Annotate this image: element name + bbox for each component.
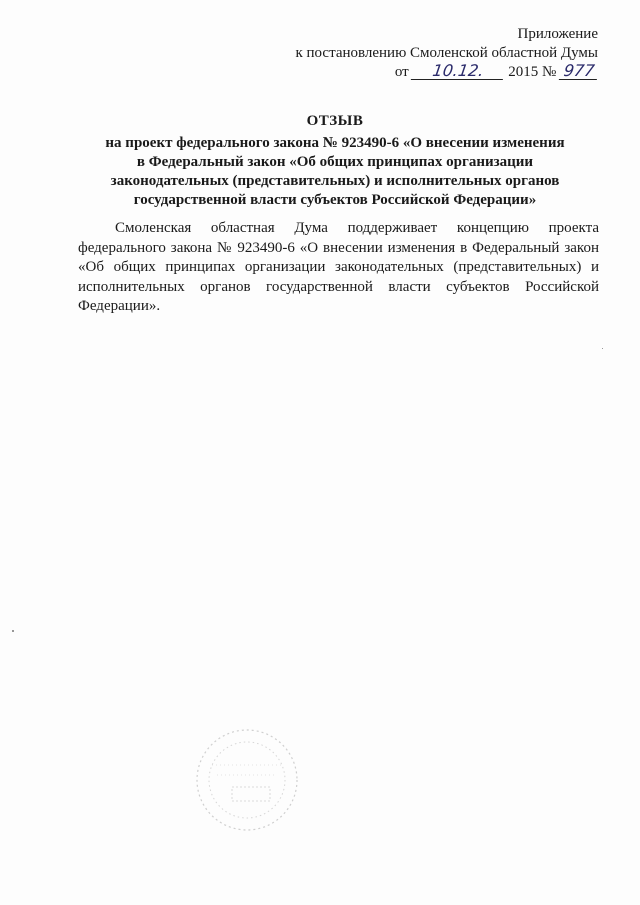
faded-stamp-seal — [192, 725, 302, 835]
body-paragraph: Смоленская областная Дума поддерживает концепцию проекта федерального закона № 923490-6 «О внесении изменения в Федеральный закон «Об общих принципах организации законодательных (представительных) и исполнительных органов государственной власти субъектов Российской Федерации». — [78, 220, 599, 314]
from-label: от — [394, 64, 409, 80]
handwritten-number: 977 — [559, 63, 599, 80]
heading-line: государственной власти субъектов Российской Федерации» — [133, 192, 537, 208]
appendix-title: Приложение — [517, 26, 598, 42]
year-number-label: 2015 № — [508, 64, 557, 80]
appendix-resolution-ref: к постановлению Смоленской областной Думы — [295, 45, 598, 61]
scan-speck — [602, 348, 603, 349]
document-heading — [70, 112, 600, 210]
appendix-date-line — [295, 63, 598, 82]
heading-line: в Федеральный закон «Об общих принципах организации — [136, 154, 534, 170]
document-title: ОТЗЫВ — [306, 113, 364, 129]
heading-line: на проект федерального закона № 923490-6 «О внесении изменения — [105, 135, 565, 151]
scan-speck — [12, 630, 14, 632]
heading-line: законодательных (представительных) и исполнительных органов — [110, 173, 560, 189]
appendix-header — [295, 25, 598, 82]
handwritten-date: 10.12. — [411, 63, 505, 80]
